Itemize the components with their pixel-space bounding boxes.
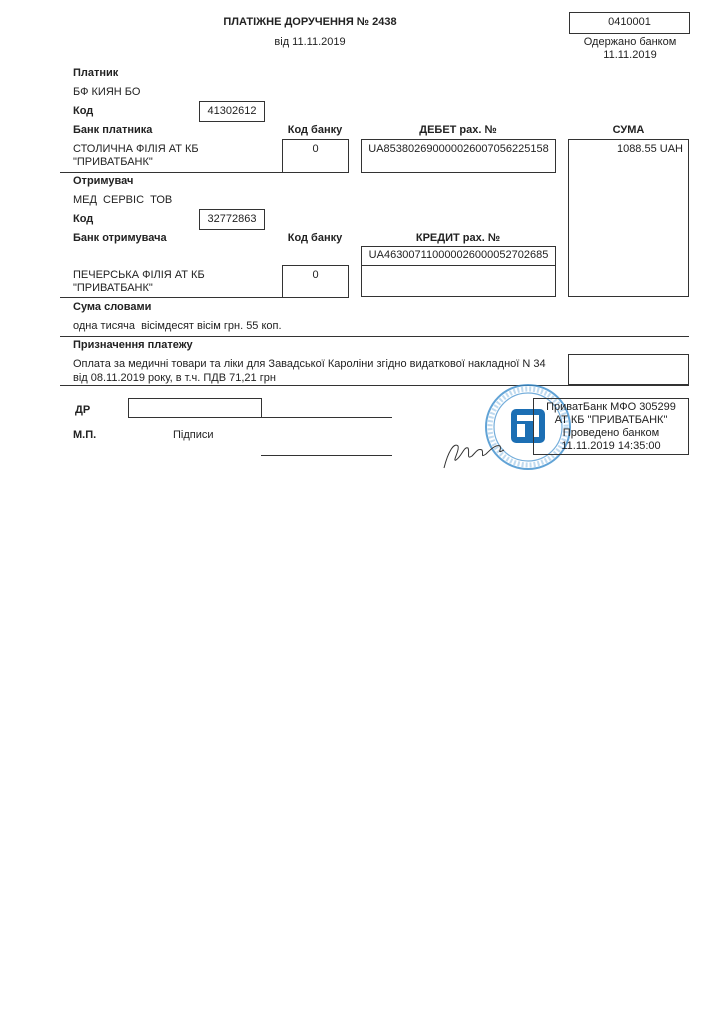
logo-mark-2 — [517, 424, 525, 437]
credit-extra-box — [361, 265, 556, 297]
debit-label: ДЕБЕТ рах. № — [419, 124, 497, 136]
purpose-label: Призначення платежу — [73, 339, 193, 351]
signature-line-1 — [261, 417, 392, 418]
credit-label: КРЕДИТ рах. № — [415, 232, 501, 244]
payer-bank-code-box — [282, 139, 349, 173]
amount-value: 1088.55 UAH — [616, 143, 683, 155]
handwritten-signature — [440, 432, 510, 472]
signatures-label: Підписи — [173, 429, 214, 441]
purpose-line2: від 08.11.2019 року, в т.ч. ПДВ 71,21 грн — [73, 372, 276, 384]
payer-bank-name — [73, 143, 199, 169]
payer-code-box — [199, 101, 265, 122]
divider-payer — [60, 172, 282, 173]
recipient-bank-name-line2: "ПРИВАТБАНК" — [73, 282, 153, 294]
purpose-side-box — [568, 354, 689, 385]
amount-label: СУМА — [612, 124, 645, 136]
stamp-line-1: ПриватБанк МФО 305299 — [546, 401, 676, 413]
divider-purpose — [60, 385, 689, 386]
amount-words-value: одна тисяча вісімдесят вісім грн. 55 коп. — [73, 320, 282, 332]
recipient-label: Отримувач — [73, 175, 134, 187]
recipient-bank-code-box — [282, 265, 349, 298]
recipient-bank-label: Банк отримувача — [73, 232, 167, 244]
purpose-line1: Оплата за медичні товари та ліки для Завадської Кароліни згідно видаткової накладної N 34 — [73, 358, 546, 370]
credit-account: UA463007110000026000052702685 — [368, 249, 549, 261]
amount-words-label: Сума словами — [73, 301, 152, 313]
recipient-code-box — [199, 209, 265, 230]
signature-line-2 — [261, 455, 392, 456]
payer-name: БФ КИЯН БО — [73, 86, 141, 98]
payer-bank-name-line1: СТОЛИЧНА ФІЛІЯ АТ КБ — [73, 143, 199, 155]
recipient-name: МЕД СЕРВІС ТОВ — [73, 194, 173, 206]
signature-stroke — [444, 445, 504, 468]
recipient-bank-code-label: Код банку — [287, 232, 343, 244]
payer-bank-code: 0 — [312, 143, 319, 155]
received-by-bank — [560, 36, 700, 62]
amount-box — [568, 139, 689, 297]
recipient-bank-code: 0 — [312, 269, 319, 281]
stamp-line-2: АТ КБ "ПРИВАТБАНК" — [554, 414, 668, 426]
recipient-bank-name — [73, 269, 205, 295]
stamp-line-3: Проведено банком — [562, 427, 660, 439]
recipient-code-label: Код — [73, 213, 94, 225]
received-label: Одержано банком — [583, 36, 677, 48]
mp-label: М.П. — [73, 429, 97, 441]
dr-label: ДР — [75, 404, 91, 416]
form-code-box — [569, 12, 690, 34]
payer-code-label: Код — [73, 105, 94, 117]
received-date: 11.11.2019 — [603, 49, 657, 61]
payer-code: 41302612 — [207, 105, 257, 117]
debit-account-box — [361, 139, 556, 173]
recipient-code: 32772863 — [207, 213, 257, 225]
credit-account-box — [361, 246, 556, 266]
document-date: від 11.11.2019 — [274, 36, 346, 48]
stamp-line-4: 11.11.2019 14:35:00 — [561, 440, 661, 452]
payer-bank-label: Банк платника — [73, 124, 153, 136]
divider-amount-words — [60, 336, 689, 337]
dr-box — [128, 398, 262, 418]
divider-recipient — [60, 297, 282, 298]
purpose-text — [73, 357, 563, 385]
payer-bank-name-line2: "ПРИВАТБАНК" — [73, 156, 153, 168]
document-title: ПЛАТІЖНЕ ДОРУЧЕННЯ № 2438 — [223, 16, 397, 28]
payer-bank-code-label: Код банку — [287, 124, 343, 136]
recipient-bank-name-line1: ПЕЧЕРСЬКА ФІЛІЯ АТ КБ — [73, 269, 205, 281]
payer-label: Платник — [73, 67, 119, 79]
debit-account: UA853802690000026007056225158 — [368, 143, 549, 155]
bank-processed-stamp — [533, 398, 689, 455]
form-code: 0410001 — [608, 16, 651, 28]
